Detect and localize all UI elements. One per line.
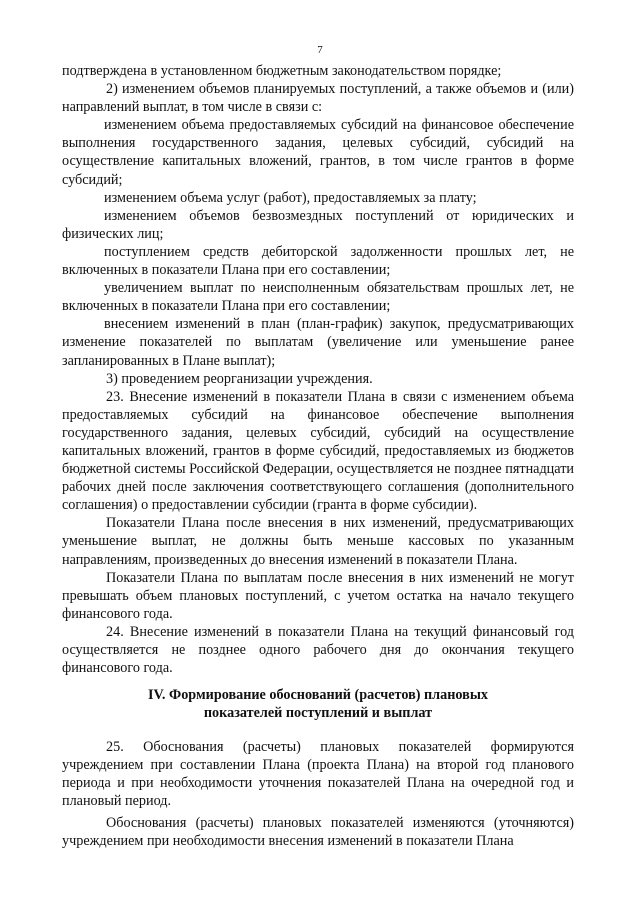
paragraph: 3) проведением реорганизации учреждения. [106,370,373,387]
paragraph: изменением объемов безвозмездных поступлений от юридических и физических лиц; [62,207,574,242]
paragraph: поступлением средств дебиторской задолженности прошлых лет, не включенных в показатели Плана при его составлении; [62,243,574,279]
paragraph: 2) изменением объемов планируемых поступлений, а также объемов и (или) направлений выплат, в том числе в связи с: [62,81,574,116]
page-number: 7 [317,44,323,56]
document-body [62,62,574,677]
document-body-continued [62,738,574,851]
section-heading-line: IV. Формирование обоснований (расчетов) плановых [148,687,488,703]
paragraph: Показатели Плана после внесения в них изменений, предусматривающих уменьшение выплат, не должны быть меньше кассовых по указанным направлениям, произведенных до внесения изменений в показатели Плана. [62,515,574,568]
section-heading-line: показателей поступлений и выплат [203,705,433,721]
paragraph: изменением объема предоставляемых субсидий на финансовое обеспечение выполнения государственного задания, целевых субсидий, субсидий на осуществление капитальных вложений, грантов, в том числе грантов в форме субсидий; [62,117,574,188]
paragraph: Обоснования (расчеты) плановых показателей изменяются (уточняются) учреждением при необходимости внесения изменений в показатели Плана [62,815,574,850]
paragraph: внесением изменений в план (план-график) закупок, предусматривающих изменение показателей по выплатам (увеличение или уменьшение ранее запланированных в Плане выплат); [62,316,574,369]
paragraph: 24. Внесение изменений в показатели Плана на текущий финансовый год осуществляется не позднее одного рабочего дня до окончания текущего финансового года. [62,623,574,677]
paragraph: 25. Обоснования (расчеты) плановых показателей формируются учреждением при составлении Плана (проекта Плана) на второй год планового периода и при необходимости уточнения показателей Плана на очередной год и плановый период. [62,739,574,810]
paragraph: увеличением выплат по неисполненным обязательствам прошлых лет, не включенных в показатели Плана при его составлении; [62,280,574,315]
paragraph: подтверждена в установленном бюджетным законодательством порядке; [62,63,502,79]
section-heading [62,686,574,722]
paragraph: Показатели Плана по выплатам после внесения в них изменений не могут превышать объем плановых поступлений, с учетом остатка на начало текущего финансового года. [62,569,574,622]
paragraph: 23. Внесение изменений в показатели Плана в связи с изменением объема предоставляемых субсидий на финансовое обеспечение выполнения государственного задания, целевых субсидий, субсидий на осуществление капитальных вложений, грантов в форме субсидий, предоставляемых из бюджетов бюджетной системы Российской Федерации, осуществляется не позднее пятнадцати рабочих дней после заключения соответствующего соглашения (дополнительного соглашения) о предоставлении субсидии (гранта в форме субсидии). [62,388,574,514]
paragraph: изменением объема услуг (работ), предоставляемых за плату; [104,189,477,206]
